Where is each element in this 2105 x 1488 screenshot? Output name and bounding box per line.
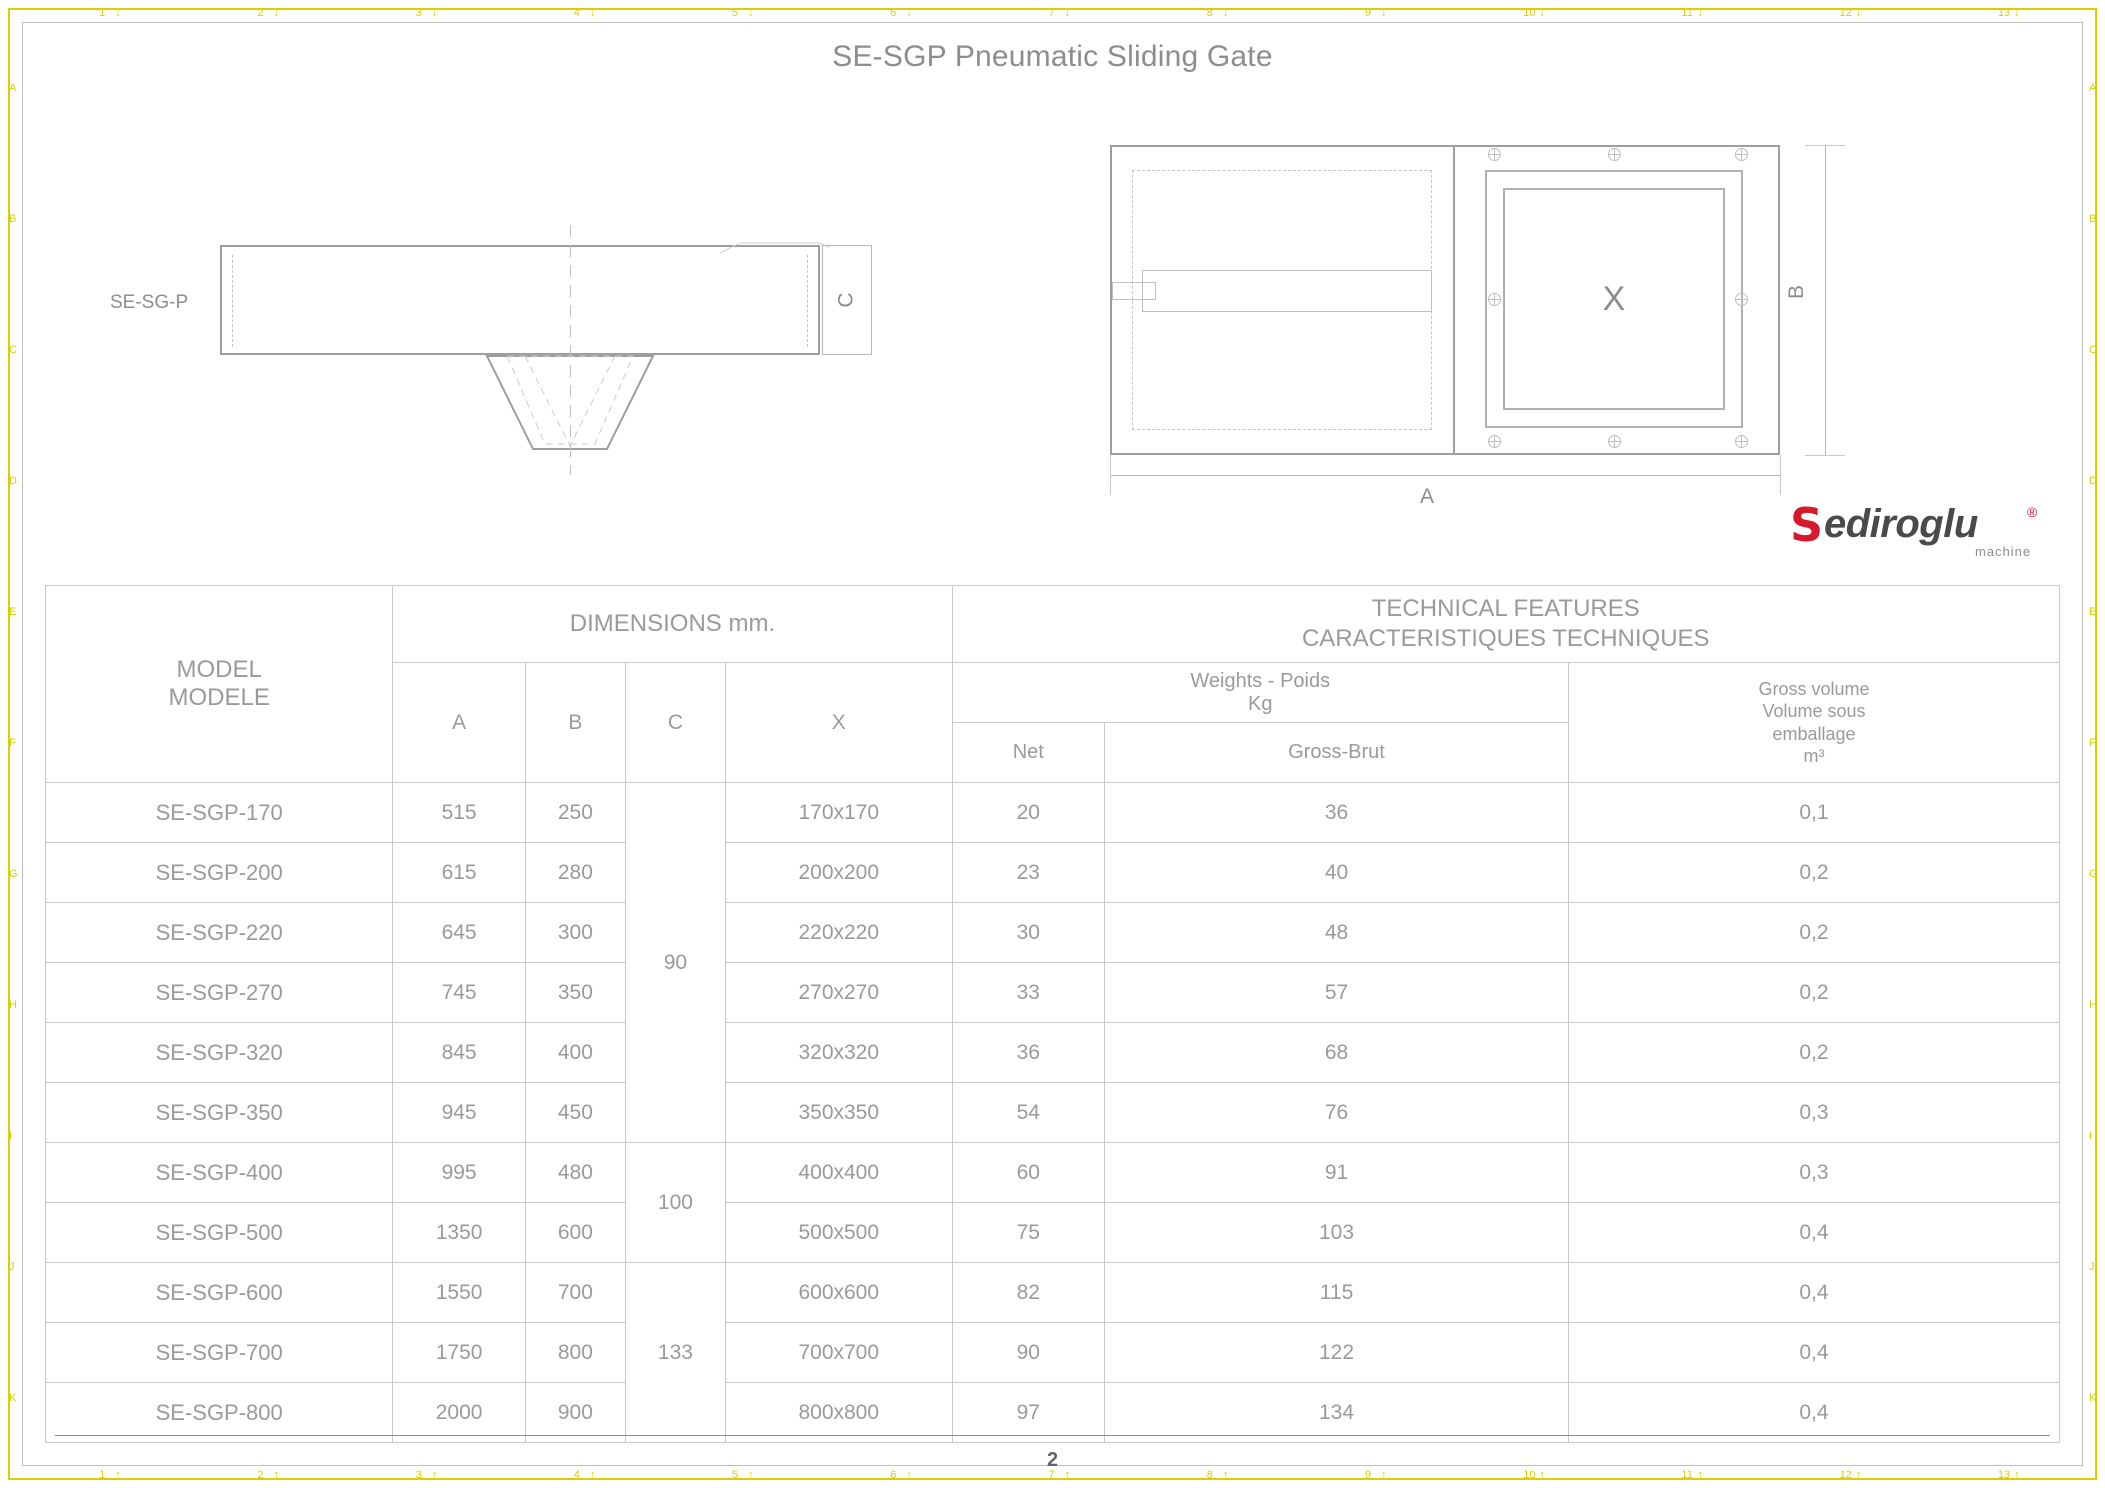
frame-tick-bottom: 5 — [732, 1469, 739, 1481]
cell-x: 320x320 — [725, 1023, 952, 1083]
cylinder-rod — [1112, 282, 1156, 300]
cell-a: 845 — [393, 1023, 525, 1083]
cell-x: 270x270 — [725, 963, 952, 1023]
frame-tick-left: H — [9, 998, 17, 1011]
frame-arrow-top: ↓ — [431, 5, 438, 19]
frame-arrow-bottom: ↑ — [1380, 1467, 1387, 1481]
frame-tick-bottom: 12 — [1839, 1469, 1852, 1481]
frame-tick-left: D — [9, 475, 17, 488]
frame-tick-bottom: 7 — [1048, 1469, 1055, 1481]
dimension-x-label — [1485, 170, 1743, 428]
dimension-b-tick-bottom — [1805, 455, 1845, 456]
bolt-icon — [1735, 435, 1748, 448]
cell-a: 615 — [393, 843, 525, 903]
center-line — [570, 225, 571, 475]
dimension-x-text: X — [1602, 279, 1626, 318]
frame-tick-top: 10 — [1523, 7, 1536, 19]
frame-tick-top: 4 — [573, 7, 580, 19]
bolt-icon — [1608, 148, 1621, 161]
frame-arrow-bottom: ↑ — [115, 1467, 122, 1481]
cell-b: 480 — [525, 1143, 625, 1203]
cell-gross: 103 — [1105, 1203, 1569, 1263]
frame-arrow-bottom: ↑ — [1064, 1467, 1071, 1481]
frame-tick-bottom: 3 — [415, 1469, 422, 1481]
frame-tick-right: C — [2089, 344, 2097, 357]
header-dimensions: DIMENSIONS mm. — [393, 586, 952, 663]
frame-tick-right: A — [2089, 82, 2097, 95]
frame-tick-left: K — [9, 1391, 17, 1404]
cell-model: SE-SGP-320 — [46, 1023, 393, 1083]
frame-arrow-bottom: ↑ — [273, 1467, 280, 1481]
header-gross-volume-line4: m³ — [1803, 746, 1825, 766]
cell-volume: 0,2 — [1568, 843, 2059, 903]
dimension-a-tick-right — [1780, 455, 1781, 495]
page-number: 2 — [1046, 1449, 1059, 1471]
header-col-a: A — [393, 663, 525, 783]
frame-tick-right: J — [2089, 1260, 2095, 1273]
frame-tick-left: G — [9, 867, 18, 880]
frame-arrow-bottom: ↑ — [1697, 1467, 1704, 1481]
cell-a: 1750 — [393, 1323, 525, 1383]
header-col-gross: Gross-Brut — [1105, 723, 1569, 783]
cell-gross: 76 — [1105, 1083, 1569, 1143]
cell-volume: 0,4 — [1568, 1383, 2059, 1443]
header-col-b: B — [525, 663, 625, 783]
frame-tick-top: 2 — [257, 7, 264, 19]
frame-tick-left: F — [9, 737, 16, 749]
cell-gross: 134 — [1105, 1383, 1569, 1443]
cell-model: SE-SGP-700 — [46, 1323, 393, 1383]
dimension-c-label — [822, 245, 872, 355]
header-technical-line1: TECHNICAL FEATURES — [1371, 595, 1640, 622]
cell-net: 33 — [952, 963, 1105, 1023]
bolt-icon — [1488, 148, 1501, 161]
table-row — [46, 963, 2060, 1023]
cell-volume: 0,4 — [1568, 1203, 2059, 1263]
frame-tick-bottom: 9 — [1364, 1469, 1372, 1481]
frame-tick-left: I — [9, 1129, 13, 1142]
table-row — [46, 1023, 2060, 1083]
cell-model: SE-SGP-200 — [46, 843, 393, 903]
cell-gross: 36 — [1105, 783, 1569, 843]
cell-x: 600x600 — [725, 1263, 952, 1323]
table-row — [46, 1323, 2060, 1383]
bolt-icon — [1735, 148, 1748, 161]
frame-tick-bottom: 8 — [1206, 1469, 1213, 1481]
cell-net: 36 — [952, 1023, 1105, 1083]
cell-a: 1550 — [393, 1263, 525, 1323]
header-gross-volume-line3: emballage — [1772, 723, 1856, 744]
frame-arrow-bottom: ↑ — [748, 1467, 755, 1481]
frame-arrow-top: ↓ — [1380, 5, 1387, 19]
cell-model: SE-SGP-400 — [46, 1143, 393, 1203]
bolt-icon — [1488, 293, 1501, 306]
frame-tick-right: I — [2089, 1129, 2093, 1142]
frame-arrow-top: ↓ — [1064, 5, 1071, 19]
frame-arrow-top: ↓ — [1855, 5, 1862, 19]
frame-tick-left: J — [9, 1260, 15, 1273]
header-col-x: X — [725, 663, 952, 783]
top-plate-detail — [220, 235, 830, 265]
elevation-drawing — [100, 215, 980, 505]
gate-body-inner-dashed — [232, 255, 808, 347]
cell-x: 700x700 — [725, 1323, 952, 1383]
cell-b: 900 — [525, 1383, 625, 1443]
cell-net: 23 — [952, 843, 1105, 903]
frame-tick-top: 5 — [732, 7, 739, 19]
frame-arrow-bottom: ↑ — [1222, 1467, 1229, 1481]
cell-x: 500x500 — [725, 1203, 952, 1263]
frame-tick-top: 13 — [1997, 7, 2011, 19]
dimension-b-line — [1825, 145, 1826, 455]
header-weights-line1: Weights - Poids — [1190, 669, 1331, 692]
frame-arrow-top: ↓ — [589, 5, 596, 19]
cell-model: SE-SGP-270 — [46, 963, 393, 1023]
header-model — [46, 586, 393, 783]
frame-arrow-top: ↓ — [273, 5, 280, 19]
frame-arrow-top: ↓ — [1222, 5, 1229, 19]
cell-b: 280 — [525, 843, 625, 903]
company-logo — [1790, 500, 2060, 560]
cell-model: SE-SGP-500 — [46, 1203, 393, 1263]
cell-net: 75 — [952, 1203, 1105, 1263]
header-gross-volume-line2: Volume sous — [1762, 701, 1866, 721]
cell-x: 170x170 — [725, 783, 952, 843]
header-weights — [952, 663, 1568, 723]
cell-net: 97 — [952, 1383, 1105, 1443]
cylinder-body — [1142, 270, 1432, 312]
cell-volume: 0,2 — [1568, 1023, 2059, 1083]
frame-tick-bottom: 11 — [1681, 1469, 1693, 1481]
cell-gross: 122 — [1105, 1323, 1569, 1383]
cell-a: 945 — [393, 1083, 525, 1143]
cell-c: 133 — [625, 1263, 725, 1443]
bolt-icon — [1488, 435, 1501, 448]
cell-net: 60 — [952, 1143, 1105, 1203]
table-row — [46, 1083, 2060, 1143]
cell-volume: 0,2 — [1568, 963, 2059, 1023]
frame-arrow-bottom: ↑ — [589, 1467, 596, 1481]
frame-arrow-top: ↓ — [748, 5, 755, 19]
frame-arrow-bottom: ↑ — [906, 1467, 913, 1481]
cell-volume: 0,4 — [1568, 1263, 2059, 1323]
dimension-c-text: C — [834, 292, 858, 308]
frame-tick-top: 8 — [1206, 7, 1213, 19]
logo-mark-icon: S — [1790, 498, 1824, 552]
plan-divider — [1453, 145, 1455, 455]
frame-tick-top: 6 — [890, 7, 897, 19]
table-row — [46, 1203, 2060, 1263]
header-gross-volume-line1: Gross volume — [1758, 678, 1870, 699]
cell-volume: 0,3 — [1568, 1143, 2059, 1203]
cell-model: SE-SGP-600 — [46, 1263, 393, 1323]
cell-volume: 0,3 — [1568, 1083, 2059, 1143]
frame-tick-bottom: 6 — [890, 1469, 897, 1481]
cell-net: 20 — [952, 783, 1105, 843]
cell-net: 54 — [952, 1083, 1105, 1143]
header-col-c: C — [625, 663, 725, 783]
frame-tick-bottom: 1 — [99, 1469, 106, 1481]
table-row — [46, 1383, 2060, 1443]
table-header-row-1 — [46, 586, 2060, 663]
frame-tick-top: 9 — [1364, 7, 1372, 19]
frame-tick-bottom: 13 — [1997, 1469, 2011, 1481]
cell-volume: 0,4 — [1568, 1323, 2059, 1383]
frame-arrow-top: ↓ — [2013, 5, 2020, 19]
frame-arrow-bottom: ↑ — [2013, 1467, 2020, 1481]
table-body — [46, 783, 2060, 1443]
dimension-b-tick-top — [1805, 145, 1845, 146]
cell-model: SE-SGP-220 — [46, 903, 393, 963]
cell-model: SE-SGP-170 — [46, 783, 393, 843]
specification-table — [45, 585, 2060, 1443]
frame-tick-bottom: 10 — [1523, 1469, 1536, 1481]
cell-gross: 68 — [1105, 1023, 1569, 1083]
frame-tick-bottom: 4 — [573, 1469, 580, 1481]
logo-trademark: ® — [2027, 504, 2038, 520]
cell-a: 1350 — [393, 1203, 525, 1263]
header-weights-line2: Kg — [1248, 692, 1273, 715]
cell-x: 350x350 — [725, 1083, 952, 1143]
dimension-a-label: A — [1420, 485, 1435, 508]
cell-net: 30 — [952, 903, 1105, 963]
page-title: SE-SGP Pneumatic Sliding Gate — [832, 40, 1273, 73]
frame-tick-right: K — [2089, 1391, 2097, 1404]
frame-tick-top: 11 — [1681, 7, 1693, 19]
frame-tick-top: 12 — [1839, 7, 1852, 19]
table-row — [46, 783, 2060, 843]
cell-model: SE-SGP-800 — [46, 1383, 393, 1443]
header-model-line2: MODELE — [168, 684, 270, 711]
cell-volume: 0,1 — [1568, 783, 2059, 843]
header-technical — [952, 586, 2059, 663]
cell-model: SE-SGP-350 — [46, 1083, 393, 1143]
frame-arrow-top: ↓ — [1539, 5, 1546, 19]
frame-tick-top: 7 — [1048, 7, 1055, 19]
dimension-a-line — [1110, 475, 1780, 476]
cell-gross: 40 — [1105, 843, 1569, 903]
frame-arrow-top: ↓ — [1697, 5, 1704, 19]
frame-tick-right: F — [2089, 737, 2096, 749]
cell-b: 400 — [525, 1023, 625, 1083]
frame-tick-right: H — [2089, 998, 2097, 1011]
table-row — [46, 903, 2060, 963]
frame-arrow-top: ↓ — [115, 5, 122, 19]
cell-volume: 0,2 — [1568, 903, 2059, 963]
cell-gross: 57 — [1105, 963, 1569, 1023]
cell-c: 100 — [625, 1143, 725, 1263]
cell-a: 645 — [393, 903, 525, 963]
cell-x: 800x800 — [725, 1383, 952, 1443]
cell-x: 220x220 — [725, 903, 952, 963]
frame-tick-left: E — [9, 606, 17, 619]
cell-b: 350 — [525, 963, 625, 1023]
cell-b: 300 — [525, 903, 625, 963]
frame-tick-right: E — [2089, 606, 2097, 619]
frame-tick-right: D — [2089, 475, 2097, 488]
table-row — [46, 1263, 2060, 1323]
frame-arrow-bottom: ↑ — [1855, 1467, 1862, 1481]
footer-rule — [55, 1435, 2050, 1436]
table-row — [46, 1143, 2060, 1203]
cell-gross: 48 — [1105, 903, 1569, 963]
cell-a: 995 — [393, 1143, 525, 1203]
dimension-b-label: B — [1785, 284, 1809, 300]
frame-tick-left: A — [9, 82, 17, 95]
cell-net: 90 — [952, 1323, 1105, 1383]
cell-a: 745 — [393, 963, 525, 1023]
frame-tick-right: G — [2089, 867, 2098, 880]
frame-arrow-top: ↓ — [906, 5, 913, 19]
cell-gross: 115 — [1105, 1263, 1569, 1323]
frame-arrow-bottom: ↑ — [431, 1467, 438, 1481]
cell-b: 600 — [525, 1203, 625, 1263]
header-technical-line2: CARACTERISTIQUES TECHNIQUES — [1301, 625, 1710, 652]
elevation-label: SE-SG-P — [110, 292, 189, 313]
cell-b: 800 — [525, 1323, 625, 1383]
header-gross-volume — [1568, 663, 2059, 783]
frame-tick-left: B — [9, 213, 17, 226]
cell-b: 450 — [525, 1083, 625, 1143]
cell-net: 82 — [952, 1263, 1105, 1323]
cell-a: 515 — [393, 783, 525, 843]
cell-x: 400x400 — [725, 1143, 952, 1203]
frame-tick-top: 3 — [415, 7, 422, 19]
logo-subtitle: machine — [1975, 544, 2032, 559]
plan-drawing — [1090, 130, 1900, 530]
cell-gross: 91 — [1105, 1143, 1569, 1203]
bolt-icon — [1735, 293, 1748, 306]
cell-x: 200x200 — [725, 843, 952, 903]
logo-name: ediroglu — [1824, 502, 1978, 546]
table-row — [46, 843, 2060, 903]
frame-tick-right: B — [2089, 213, 2097, 226]
dimension-a-tick-left — [1110, 455, 1111, 495]
cell-a: 2000 — [393, 1383, 525, 1443]
cell-b: 700 — [525, 1263, 625, 1323]
cell-b: 250 — [525, 783, 625, 843]
header-model-line1: MODEL — [176, 656, 262, 683]
frame-tick-bottom: 2 — [257, 1469, 264, 1481]
frame-tick-left: C — [9, 344, 17, 357]
bolt-icon — [1608, 435, 1621, 448]
header-col-net: Net — [952, 723, 1105, 783]
frame-arrow-bottom: ↑ — [1539, 1467, 1546, 1481]
frame-tick-top: 1 — [99, 7, 106, 19]
cell-c: 90 — [625, 783, 725, 1143]
